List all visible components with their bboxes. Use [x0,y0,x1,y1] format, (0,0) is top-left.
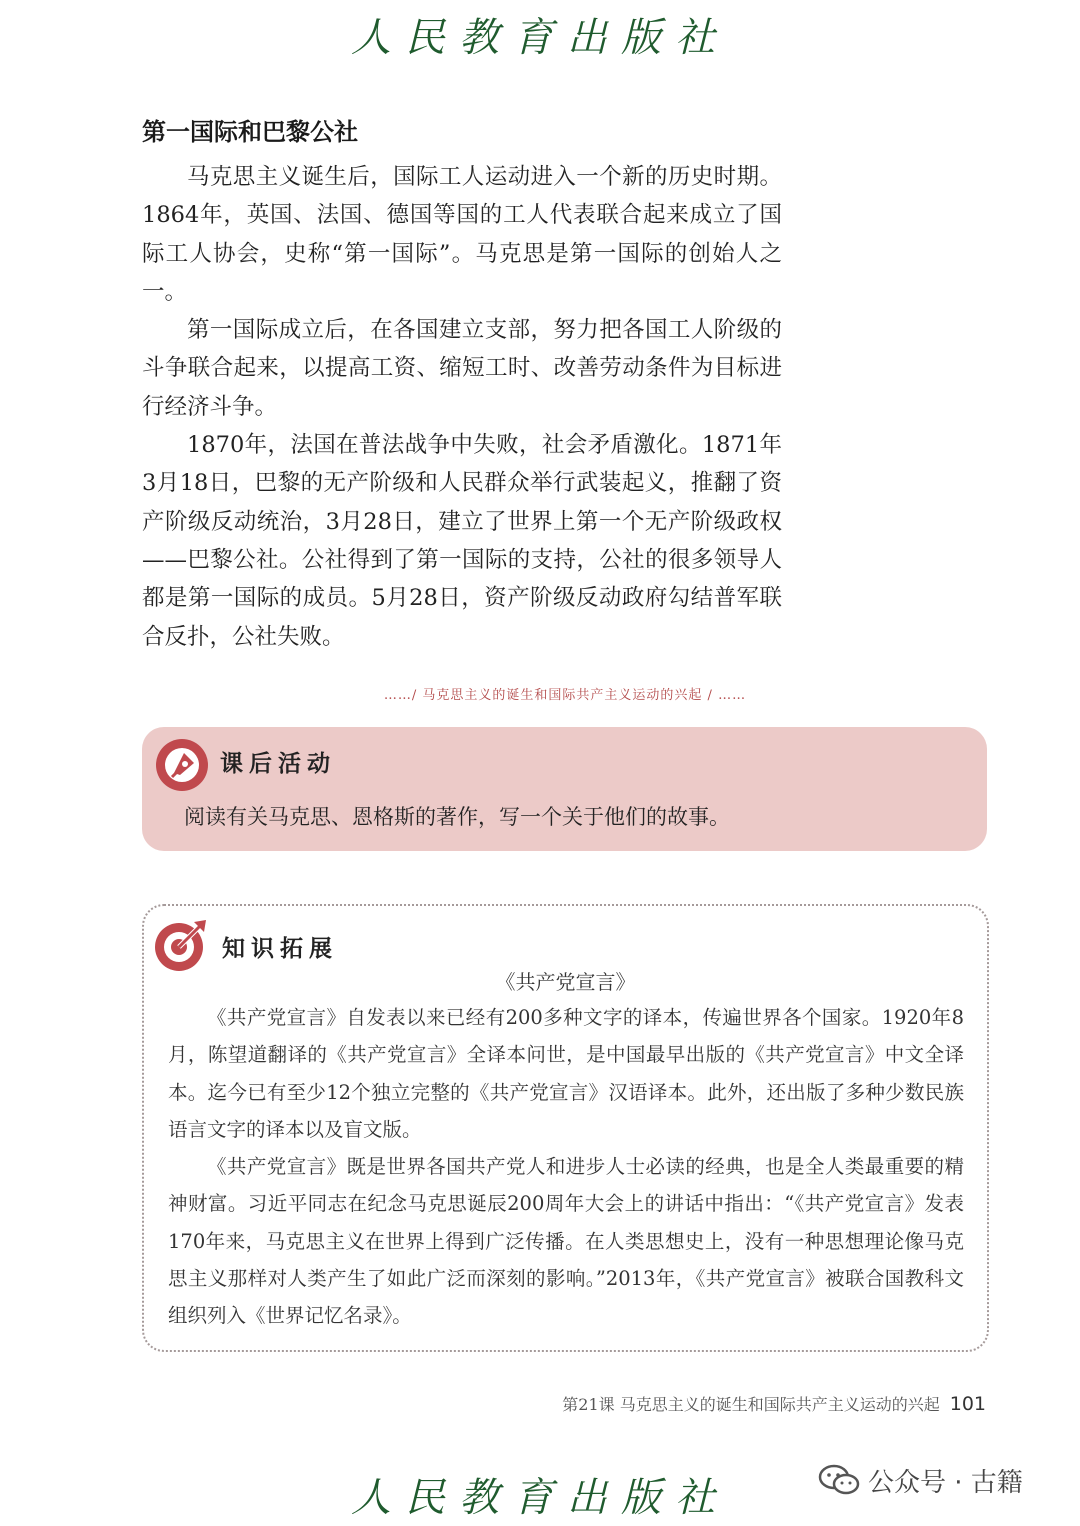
knowledge-title: 知识拓展 [222,936,338,962]
activity-box [142,727,987,851]
activity-title: 课后活动 [220,751,336,777]
watermark [818,1460,1023,1500]
paragraph: 1870年，法国在普法战争中失败，社会矛盾激化。1871年3月18日，巴黎的无产阶级和人民群众举行武装起义，推翻了资产阶级反动统治，3月28日，建立了世界上第一个无产阶级政权——巴黎公社。公社得到了第一国际的支持，公社的很多领导人都是第一国际的成员。5月28日，资产阶级反动政府勾结普军联合反扑，公社失败。 [142,432,782,650]
knowledge-text [168,999,964,1335]
paragraph: 第一国际成立后，在各国建立支部，努力把各国工人阶级的斗争联合起来，以提高工资、缩短工时、改善劳动条件为目标进行经济斗争。 [142,317,782,420]
page-footer [562,1392,986,1415]
main-text [142,158,782,656]
wechat-icon [818,1463,860,1497]
section-title: 第一国际和巴黎公社 [142,118,358,146]
publisher-logo-top: 人民教育出版社 [351,15,729,61]
knowledge-subtitle: 《共产党宣言》 [495,970,636,994]
paragraph: 《共产党宣言》既是世界各国共产党人和进步人士必读的经典，也是全人类最重要的精神财富。习近平同志在纪念马克思诞辰200周年大会上的讲话中指出：“《共产党宣言》发表170年来，马克思主义在世界上得到广泛传播。在人类思想史上，没有一种思想理论像马克思主义那样对人类产生了如此广泛而深刻的影响。”2013年，《共产党宣言》被联合国教科文组织列入《世界记忆名录》。 [168,1155,964,1328]
watermark-text: 公众号 · 古籍 [868,1467,1023,1498]
pen-nib-icon [154,737,210,793]
paragraph: 马克思主义诞生后，国际工人运动进入一个新的历史时期。1864年，英国、法国、德国等国的工人代表联合起来成立了国际工人协会，史称“第一国际”。马克思是第一国际的创始人之一。 [142,164,782,305]
publisher-logo-bottom: 人民教育出版社 [351,1475,729,1521]
page-number: 101 [949,1393,986,1415]
chapter-divider: ……/ 马克思主义的诞生和国际共产主义运动的兴起 / …… [383,688,747,703]
lesson-title: 第21课 马克思主义的诞生和国际共产主义运动的兴起 [562,1395,940,1414]
knowledge-box [142,904,989,1352]
paragraph: 《共产党宣言》自发表以来已经有200多种文字的译本，传遍世界各个国家。1920年8月，陈望道翻译的《共产党宣言》全译本问世，是中国最早出版的《共产党宣言》中文全译本。迄今已有至少12个独立完整的《共产党宣言》汉语译本。此外，还出版了多种少数民族语言文字的译本以及盲文版。 [168,1006,964,1141]
activity-text: 阅读有关马克思、恩格斯的著作，写一个关于他们的故事。 [184,805,730,829]
